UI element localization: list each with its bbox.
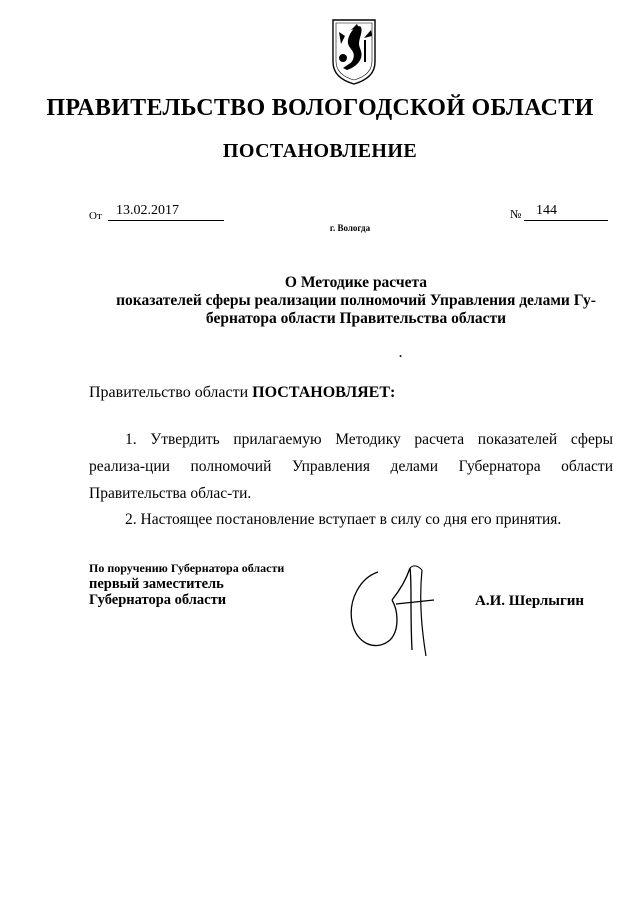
paragraph-2: 2. Настоящее постановление вступает в силу со дня его принятия. xyxy=(125,511,562,528)
document-number: 144 xyxy=(524,203,608,221)
city: г. Вологда xyxy=(329,223,371,233)
paragraph-1: 1. Утвердить прилагаемую Методику расчета показателей сферы реализа-ции полномочий Управления делами Губернатора области Правительства облас-ти. xyxy=(89,431,613,502)
number-prefix: № xyxy=(510,207,522,221)
signatory-line-2: первый заместитель xyxy=(89,576,224,592)
subject-line-1: О Методике расчета xyxy=(284,274,428,291)
govt-action: ПОСТАНОВЛЯЕТ: xyxy=(252,384,396,401)
govt-prefix: Правительство области xyxy=(89,384,253,401)
signatory-block xyxy=(89,560,284,608)
date-prefix: От xyxy=(89,210,102,222)
signatory-line-1: По поручению Губернатора области xyxy=(89,561,285,575)
document-type: ПОСТАНОВЛЕНИЕ xyxy=(222,140,418,162)
subject-line-3: бернатора области Правительства области xyxy=(205,310,507,327)
signatory-name: А.И. Шерлыгин xyxy=(475,593,585,609)
vologda-coat-of-arms-icon xyxy=(331,18,377,86)
subject-line-2: показателей сферы реализации полномочий Управления делами Гу- xyxy=(116,292,596,309)
organization-title: ПРАВИТЕЛЬСТВО ВОЛОГОДСКОЙ ОБЛАСТИ xyxy=(46,95,594,121)
handwritten-signature-icon xyxy=(340,560,455,660)
government-resolves xyxy=(89,384,395,402)
signatory-line-3: Губернатора области xyxy=(89,592,227,608)
stray-mark: . xyxy=(399,346,402,360)
document-subject xyxy=(112,274,600,328)
document-date: 13.02.2017 xyxy=(108,203,224,221)
